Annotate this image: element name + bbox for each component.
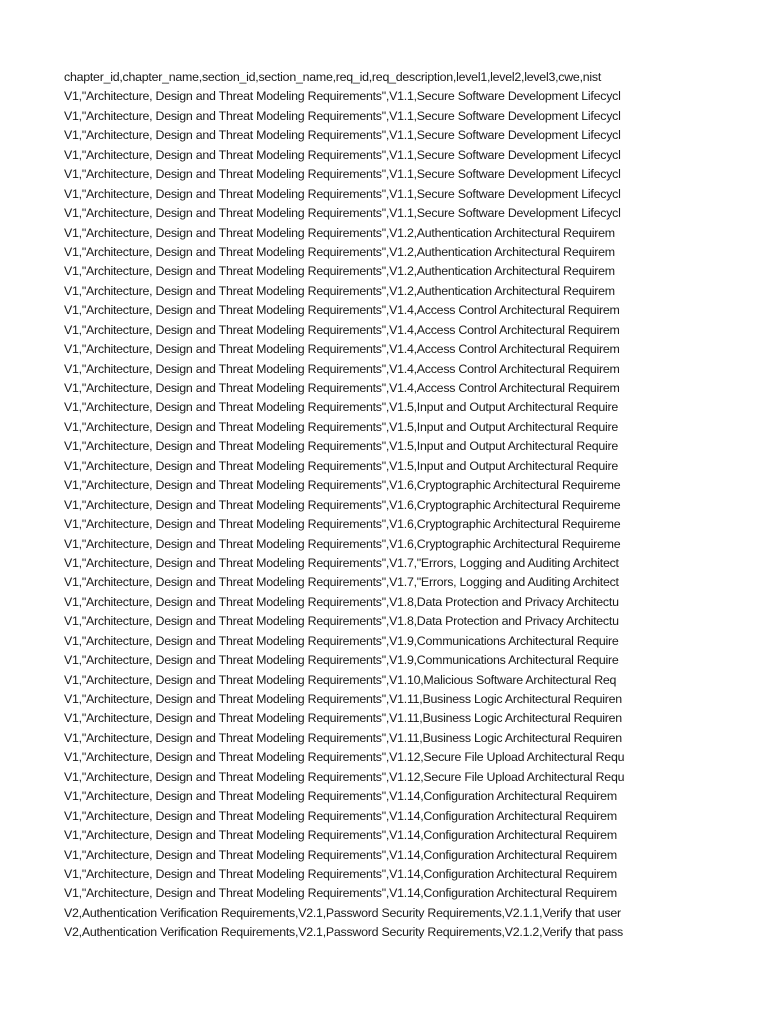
csv-data-line: V1,"Architecture, Design and Threat Modeling Requirements",V1.4,Access Control Architectural Requirem — [64, 361, 620, 376]
csv-data-line: V1,"Architecture, Design and Threat Modeling Requirements",V1.14,Configuration Architectural Requirem — [64, 847, 617, 862]
csv-data-line: V1,"Architecture, Design and Threat Modeling Requirements",V1.9,Communications Architectural Require — [64, 633, 619, 648]
csv-data-line: V1,"Architecture, Design and Threat Modeling Requirements",V1.7,"Errors, Logging and Auditing Architect — [64, 555, 619, 570]
csv-data-line: V1,"Architecture, Design and Threat Modeling Requirements",V1.8,Data Protection and Privacy Architectu — [64, 614, 619, 629]
csv-data-line: V1,"Architecture, Design and Threat Modeling Requirements",V1.14,Configuration Architectural Requirem — [64, 789, 617, 804]
csv-data-line: V1,"Architecture, Design and Threat Modeling Requirements",V1.4,Access Control Architectural Requirem — [64, 322, 620, 337]
csv-data-line: V1,"Architecture, Design and Threat Modeling Requirements",V1.1,Secure Software Development Lifecycl — [64, 147, 621, 162]
csv-data-line: V1,"Architecture, Design and Threat Modeling Requirements",V1.8,Data Protection and Privacy Architectu — [64, 594, 619, 609]
csv-data-line: V1,"Architecture, Design and Threat Modeling Requirements",V1.10,Malicious Software Architectural Req — [64, 672, 617, 687]
csv-data-line: V1,"Architecture, Design and Threat Modeling Requirements",V1.4,Access Control Architectural Requirem — [64, 303, 620, 318]
csv-data-line: V1,"Architecture, Design and Threat Modeling Requirements",V1.6,Cryptographic Architectural Requireme — [64, 497, 621, 512]
csv-data-line: V2,Authentication Verification Requirements,V2.1,Password Security Requirements,V2.1.1,Verify that user — [64, 905, 621, 920]
csv-data-line: V1,"Architecture, Design and Threat Modeling Requirements",V1.6,Cryptographic Architectural Requireme — [64, 517, 621, 532]
csv-data-line: V1,"Architecture, Design and Threat Modeling Requirements",V1.1,Secure Software Development Lifecycl — [64, 186, 621, 201]
csv-data-line: V1,"Architecture, Design and Threat Modeling Requirements",V1.2,Authentication Architectural Requirem — [64, 244, 615, 259]
csv-data-line: V1,"Architecture, Design and Threat Modeling Requirements",V1.5,Input and Output Architectural Require — [64, 419, 619, 434]
csv-data-line: V1,"Architecture, Design and Threat Modeling Requirements",V1.12,Secure File Upload Architectural Requ — [64, 750, 625, 765]
csv-data-line: V1,"Architecture, Design and Threat Modeling Requirements",V1.1,Secure Software Development Lifecycl — [64, 128, 621, 143]
csv-data-line: V1,"Architecture, Design and Threat Modeling Requirements",V1.14,Configuration Architectural Requirem — [64, 866, 617, 881]
csv-data-line: V1,"Architecture, Design and Threat Modeling Requirements",V1.11,Business Logic Architectural Requiren — [64, 692, 622, 706]
csv-data-line: V2,Authentication Verification Requirements,V2.1,Password Security Requirements,V2.1.2,Verify that pass — [64, 925, 623, 940]
csv-data-line: V1,"Architecture, Design and Threat Modeling Requirements",V1.5,Input and Output Architectural Require — [64, 400, 619, 415]
csv-data-line: V1,"Architecture, Design and Threat Modeling Requirements",V1.9,Communications Architectural Require — [64, 653, 619, 668]
csv-data-line: V1,"Architecture, Design and Threat Modeling Requirements",V1.2,Authentication Architectural Requirem — [64, 264, 615, 279]
csv-data-line: V1,"Architecture, Design and Threat Modeling Requirements",V1.14,Configuration Architectural Requirem — [64, 808, 617, 823]
csv-header-line: chapter_id,chapter_name,section_id,section_name,req_id,req_description,level1,level2,level3,cwe,nist — [64, 70, 602, 84]
csv-data-line: V1,"Architecture, Design and Threat Modeling Requirements",V1.5,Input and Output Architectural Require — [64, 439, 619, 454]
csv-data-line: V1,"Architecture, Design and Threat Modeling Requirements",V1.6,Cryptographic Architectural Requireme — [64, 536, 621, 551]
csv-data-line: V1,"Architecture, Design and Threat Modeling Requirements",V1.11,Business Logic Architectural Requiren — [64, 730, 622, 745]
csv-data-line: V1,"Architecture, Design and Threat Modeling Requirements",V1.5,Input and Output Architectural Require — [64, 458, 619, 473]
csv-data-line: V1,"Architecture, Design and Threat Modeling Requirements",V1.2,Authentication Architectural Requirem — [64, 283, 615, 298]
csv-data-line: V1,"Architecture, Design and Threat Modeling Requirements",V1.12,Secure File Upload Architectural Requ — [64, 769, 625, 784]
csv-data-line: V1,"Architecture, Design and Threat Modeling Requirements",V1.11,Business Logic Architectural Requiren — [64, 711, 622, 726]
csv-data-line: V1,"Architecture, Design and Threat Modeling Requirements",V1.4,Access Control Architectural Requirem — [64, 381, 620, 395]
csv-data-line: V1,"Architecture, Design and Threat Modeling Requirements",V1.1,Secure Software Development Lifecycl — [64, 167, 621, 182]
csv-data-line: V1,"Architecture, Design and Threat Modeling Requirements",V1.1,Secure Software Development Lifecycl — [64, 89, 621, 104]
csv-data-line: V1,"Architecture, Design and Threat Modeling Requirements",V1.1,Secure Software Development Lifecycl — [64, 206, 621, 221]
csv-data-line: V1,"Architecture, Design and Threat Modeling Requirements",V1.4,Access Control Architectural Requirem — [64, 342, 620, 357]
csv-data-line: V1,"Architecture, Design and Threat Modeling Requirements",V1.6,Cryptographic Architectural Requireme — [64, 478, 621, 493]
csv-text-block — [64, 68, 660, 943]
csv-data-line: V1,"Architecture, Design and Threat Modeling Requirements",V1.14,Configuration Architectural Requirem — [64, 828, 617, 843]
csv-data-line: V1,"Architecture, Design and Threat Modeling Requirements",V1.14,Configuration Architectural Requirem — [64, 886, 617, 901]
csv-data-line: V1,"Architecture, Design and Threat Modeling Requirements",V1.2,Authentication Architectural Requirem — [64, 225, 615, 240]
csv-data-line: V1,"Architecture, Design and Threat Modeling Requirements",V1.1,Secure Software Development Lifecycl — [64, 108, 621, 123]
csv-data-line: V1,"Architecture, Design and Threat Modeling Requirements",V1.7,"Errors, Logging and Auditing Architect — [64, 575, 619, 590]
